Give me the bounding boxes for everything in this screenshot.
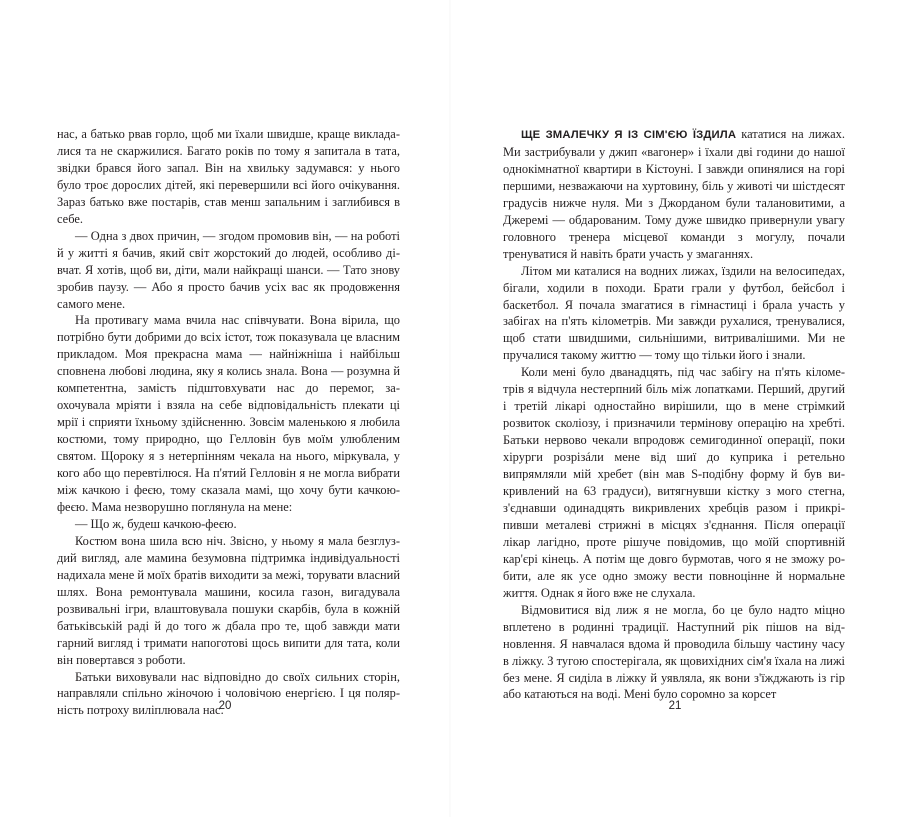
paragraph: Відмовитися від лиж я не могла, бо це було надто міцно вплетено в родинні традиції. Наступний рік пішов на відновлення. Я навчалася вдома й проводила більшу частину часу в ліжку. З тугою спостерігала, як щовихідних сім'я їхала на лижі без мене. Я сиділа в ліжку й уявляла, як вони з'їжджають із гір або катаються на воді. Мені було соромно за корсет — [503, 602, 845, 702]
paragraph: — Одна з двох причин, — згодом промовив він, — на роботі й у житті я бачив, який світ жорстокий до людей, особливо дівчат. Я хотів, щоб ви, діти, мали найкращі шанси. — Тато знову зробив паузу. — Або я просто бачив усіх вас як продовження самого мене. — [57, 228, 400, 311]
paragraph-with-lead-in — [503, 126, 845, 263]
paragraph: Коли мені було дванадцять, під час забігу на п'ять кілометрів я відчула нестерпний біль між лопатками. Перший, другий і третій лікарі одностайно вирішили, що в мене стрімкий розвиток сколіозу, і призначили термінову операцію на хребті. Батьки нервово чекали впродовж семигодинної операції, поки хірурги розрізáли мене від шиї до куприка і ретельно випрямляли мій хребет (він мав S-подібну форму й був викривлений на 63 градуси), витягнувши кістку з мого стегна, з'єднавши одинадцять викривлених хребців разом і прикріпивши металеві стрижні в місцях з'єднання. Після операції лікар лагідно, проте рішуче повідомив, що моїй спортивній кар'єрі кінець. А потім ще довго бурмотав, чого я не зможу робити, але як усе одно зможу вести повноцінне й нормальне життя. Однак я його вже не слухала. — [503, 365, 845, 600]
page-number-left: 20 — [218, 700, 232, 712]
paragraph-body: кататися на лижах. Ми застрибували у джип «вагонер» і їхали дві години до нашої однокімнатної квартири в Кістоуні. І завжди опинялися на горі першими, незважаючи на хуртовину, біль у животі чи шістдесят градусів нижче нуля. Ми з Джорданом були талановитими, а Джеремі — обдарованим. Тому дуже швидко привернули увагу головного тренера місцевої команди з могулу, почали тренуватися й навіть брати участь у змаганнях. — [503, 127, 845, 261]
paragraph: На противагу мама вчила нас співчувати. Вона вірила, що потрібно бути добрими до всіх істот, тож показувала це власним прикладом. Моя прекрасна мама — найніжніша і найбільш сповнена любові людина, яку я колись знала. Вона — розумна й компетентна, замість підштовхувати нас до перемог, заохочувала мріяти і взяла на себе відповідальність плекати ці мрії і сприяти їхньому здійсненню. Зовсім маленькою я любила костюми, тому природно, що Гелловін був моїм улюбленим святом. Щороку я з нетерпінням чекала на нього, міркувала, у кого або що перевтілюся. На п'ятий Гелловін я не могла вибрати між качкою і феєю, тому сказала мамі, що хочу бути качкою-феєю. Мама незворушно поглянула на мене: — [57, 313, 400, 514]
right-page-text-column — [503, 126, 845, 703]
paragraph: — Що ж, будеш качкою-феєю. — [75, 516, 237, 531]
page-number-right: 21 — [668, 700, 682, 712]
paragraph: нас, а батько рвав горло, щоб ми їхали швидше, краще викладалися та не скаржилися. Багато років по тому я запитала в тата, звідки брався його запал. Він на хвильку задумався: у нього було троє дорослих дітей, які перевершили всі його очікування. Зараз батько вже постарів, став менш запальним і заглибився в себе. — [57, 127, 400, 226]
paragraph: Літом ми каталися на водних лижах, їздили на велосипедах, бігали, ходили в походи. Брати грали у футбол, бейсбол і баскетбол. Я почала змагатися в гімнастиці і брала участь у забігах на п'ять кілометрів. Ми завжди рухалися, тренувалися, щоб стати швидшими, сильнішими, витривалішими. Ми не пручалися такому життю — тому що тільки його і знали. — [503, 263, 845, 363]
left-page-text-column — [57, 126, 400, 719]
right-page — [450, 0, 900, 817]
paragraph: Батьки виховували нас відповідно до своїх сильних сторін, направляли спільно жіночою і чоловічою енергією. І ця полярність потроху виліплювала нас. — [57, 669, 400, 718]
chapter-lead-in: ЩЕ ЗМАЛЕЧКУ Я ІЗ СІМ'ЄЮ ЇЗДИЛА — [521, 129, 737, 141]
paragraph: Костюм вона шила всю ніч. Звісно, у ньому я мала безглуздий вигляд, але мамина безумовна підтримка індивідуальності надихала мене й моїх братів виходити за межі, торувати власний шлях. Вона ремонтувала машини, косила газон, вигадувала розвивальні ігри, влаштовувала пошуки скарбів, була в кожній батьківській раді й до того ж дбала про те, щоб завжди мати гарний вигляд і тримати напоготові щось випити для тата, коли він повертався з роботи. — [57, 533, 400, 667]
